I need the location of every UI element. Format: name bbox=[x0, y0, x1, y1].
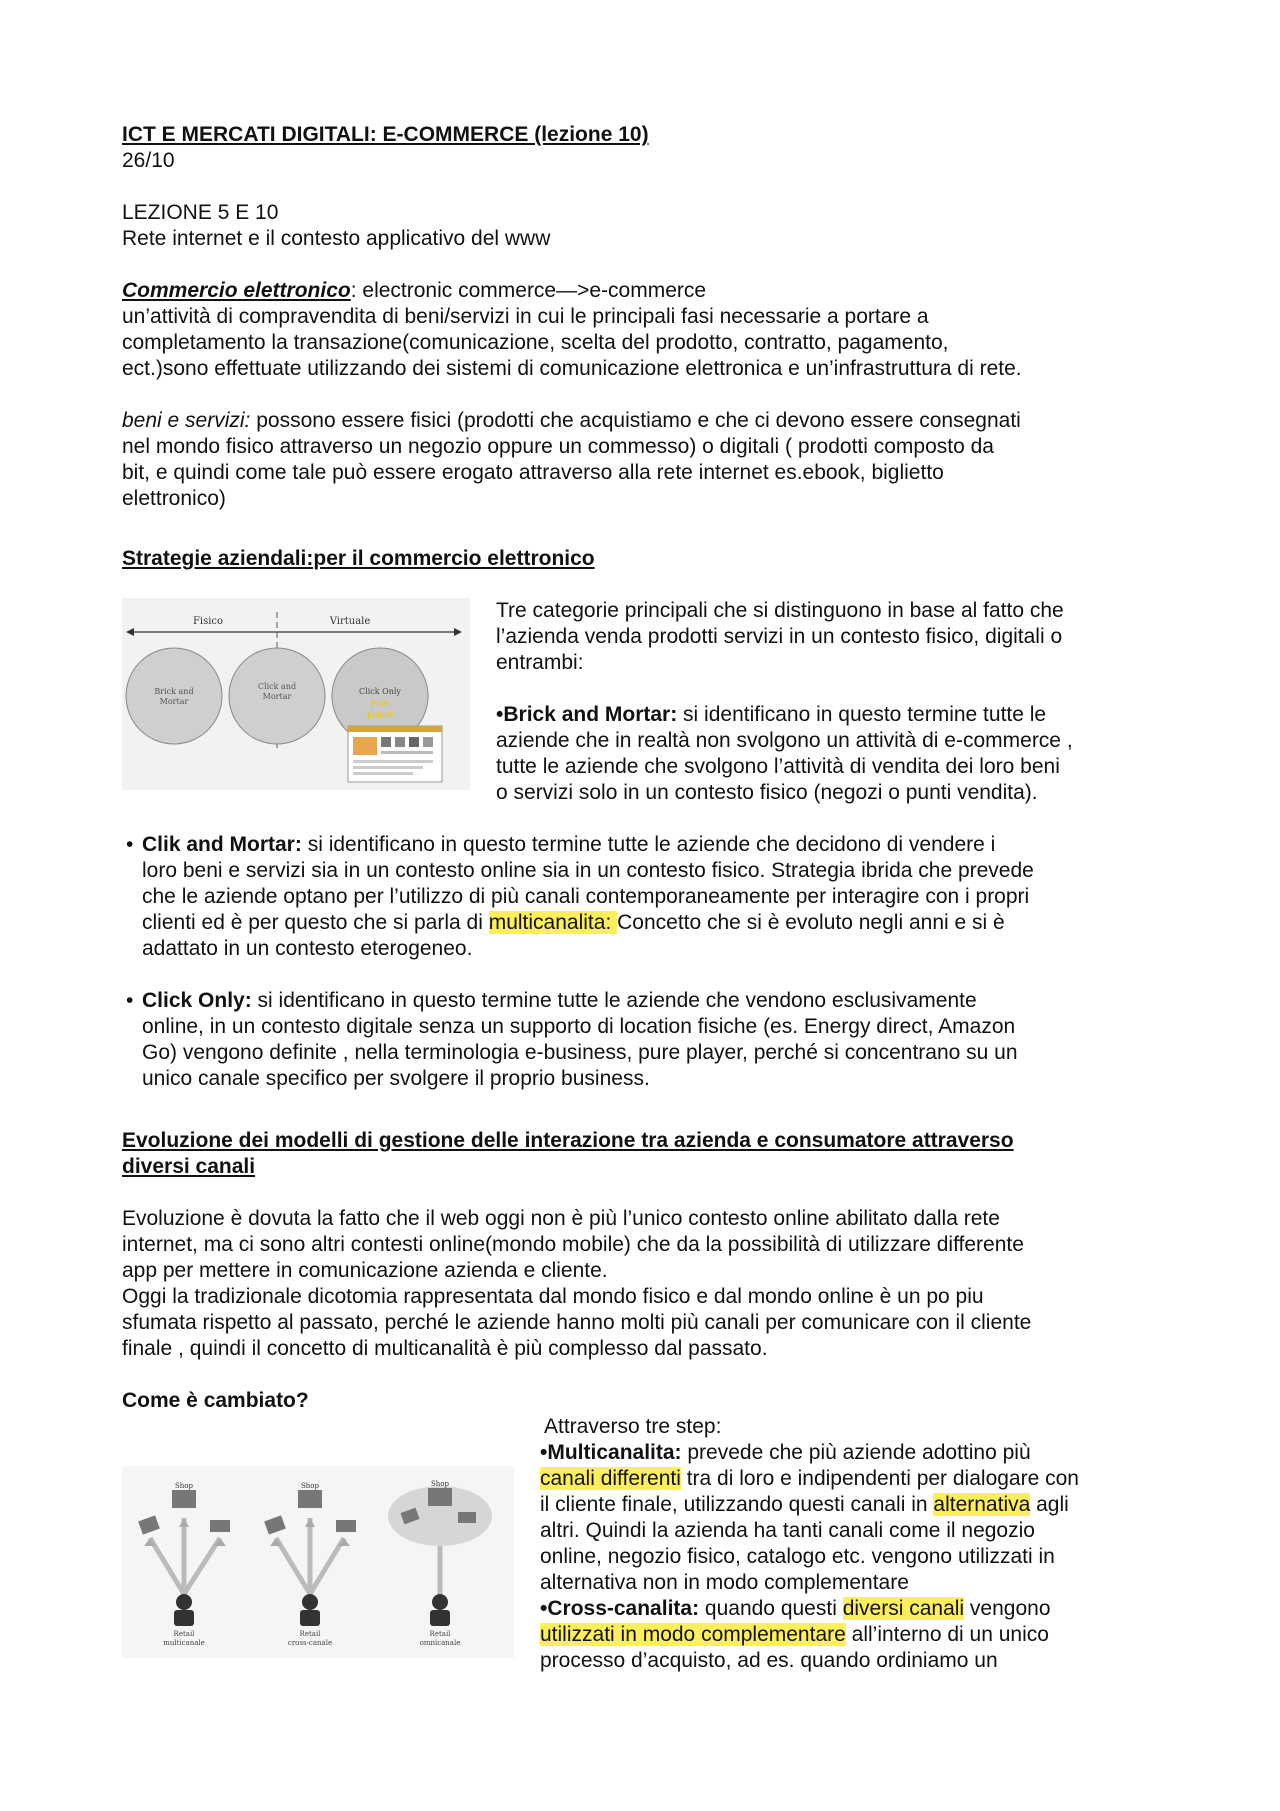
beni-line: bit, e quindi come tale può essere erogato attraverso alla rete internet es.ebook, biglietto bbox=[122, 461, 944, 484]
multicanalita-line: online, negozio fisico, catalogo etc. vengono utilizzati in bbox=[540, 1545, 1055, 1568]
multicanalita-highlight: multicanalita: bbox=[488, 911, 618, 934]
shop-label: Shop bbox=[431, 1480, 449, 1488]
retail-label: Retail bbox=[429, 1630, 451, 1638]
retail-label: Retail bbox=[299, 1630, 321, 1638]
click-only-line: Go) vengono definite , nella terminologia e-business, pure player, perché si concentrano su un bbox=[142, 1041, 1018, 1064]
evoluzione-heading-line1: Evoluzione dei modelli di gestione delle interazione tra azienda e consumatore attraverso bbox=[122, 1129, 1014, 1152]
brick-circle-label-1: Brick and bbox=[154, 687, 194, 696]
diversi-canali-highlight: diversi canali bbox=[842, 1597, 965, 1620]
fisico-label: Fisico bbox=[192, 616, 224, 627]
multicanalita-label: •Multicanalita: bbox=[540, 1441, 682, 1464]
strategie-intro-line: Tre categorie principali che si distinguono in base al fatto che bbox=[496, 599, 1064, 622]
brick-mortar-head: •Brick and Mortar: si identificano in questo termine tutte le bbox=[496, 703, 1047, 726]
strategie-intro-line: entrambi: bbox=[496, 651, 584, 674]
strategie-heading: Strategie aziendali:per il commercio elettronico bbox=[122, 547, 595, 570]
retail-type-label: omnicanale bbox=[419, 1639, 461, 1647]
crosscanalita-line: processo d’acquisto, ad es. quando ordiniamo un bbox=[540, 1649, 998, 1672]
shop-label: Shop bbox=[301, 1482, 319, 1490]
pure-label-2: player bbox=[367, 710, 393, 719]
evoluzione-line: finale , quindi il concetto di multicanalità è più complesso dal passato. bbox=[122, 1337, 768, 1360]
clickonly-circle-label: Click Only bbox=[359, 687, 401, 696]
click-circle-label-2: Mortar bbox=[262, 692, 292, 701]
multicanalita-head: •Multicanalita: prevede che più aziende adottino più bbox=[540, 1441, 1031, 1464]
click-only-line: unico canale specifico per svolgere il proprio business. bbox=[142, 1067, 650, 1090]
click-only-line: online, in un contesto digitale senza un supporto di location fisiche (es. Energy direct, Amazon bbox=[142, 1015, 1016, 1038]
alternativa-highlight: alternativa bbox=[933, 1493, 1031, 1516]
ecommerce-line: un’attività di compravendita di beni/servizi in cui le principali fasi necessarie a portare a bbox=[122, 305, 929, 328]
brick-circle-label-2: Mortar bbox=[159, 697, 189, 706]
beni-term: beni e servizi: bbox=[122, 409, 251, 432]
strategie-figure bbox=[122, 598, 470, 790]
retail-label: Retail bbox=[173, 1630, 195, 1638]
crosscanalita-label: •Cross-canalita: bbox=[540, 1597, 700, 1620]
click-only-item: • Click Only: si identificano in questo termine tutte le aziende che vendono esclusivamente online, in un contesto digitale senza un supporto di location fisiche (es. Energy direct, Amazon Go) vengono definite , nella terminologia e-business, pure player, perché si concentrano su un unico canale specifico per svolgere il proprio business. bbox=[126, 989, 1018, 1090]
ecommerce-definition-head bbox=[122, 278, 706, 304]
multicanalita-line: alternativa non in modo complementare bbox=[540, 1571, 909, 1594]
click-circle-label-1: Click and bbox=[257, 682, 297, 691]
beni-line: elettronico) bbox=[122, 487, 226, 510]
brick-label: •Brick and Mortar: bbox=[496, 703, 678, 726]
retail-channels-diagram bbox=[122, 1466, 514, 1658]
strategie-diagram bbox=[122, 598, 470, 790]
clik-label: Clik and Mortar: bbox=[142, 833, 302, 856]
bullet-dot: • bbox=[126, 833, 134, 856]
virtuale-label: Virtuale bbox=[329, 616, 371, 627]
canali-differenti-highlight: canali differenti bbox=[540, 1467, 681, 1490]
brick-line: aziende che in realtà non svolgono un attività di e-commerce , bbox=[496, 729, 1073, 752]
doc-title: ICT E MERCATI DIGITALI: E-COMMERCE (lezione 10) bbox=[122, 123, 649, 146]
brick-line: tutte le aziende che svolgono l’attività di vendita dei loro beni bbox=[496, 755, 1060, 778]
webpage-thumbnail bbox=[348, 726, 442, 782]
evoluzione-line: internet, ma ci sono altri contesti online(mondo mobile) che da la possibilità di utilizzare differente bbox=[122, 1233, 1024, 1256]
beni-paragraph-head: beni e servizi: possono essere fisici (prodotti che acquistiamo e che ci devono essere consegnati bbox=[122, 409, 1021, 432]
doc-date: 26/10 bbox=[122, 149, 175, 172]
crosscanalita-head: •Cross-canalita: quando questi diversi canali vengono bbox=[540, 1597, 1051, 1620]
document-page: ICT E MERCATI DIGITALI: E-COMMERCE (lezione 10) 26/10 LEZIONE 5 E 10 Rete internet e il contesto applicativo del www Commercio elettronico: electronic commerce—>e-commerce un’attività di compravendita di beni/servizi in cui le principali fasi necessarie a portare a completamento la transazione(comunicazione, scelta del prodotto, contratto, pagamento, ect.)sono effettuate utilizzando dei sistemi di comunicazione elettronica e un’infrastruttura di rete. beni e servizi: possono essere fisici (prodotti che acquistiamo e che ci devono essere consegnati nel mondo fisico attraverso un negozio oppure un commesso) o digitali ( prodotti composto da bit, e quindi come tale può essere erogato attraverso alla rete internet es.ebook, biglietto elettronico) Strategie aziendali:per il commercio elettronico Fisico Virtuale Brick and Mortar Click and Mortar Click Only Pure player Tre categorie principali che si distinguono in base al fatto che l’azienda venda prodotti servizi in un contesto fisico, digitali o entrambi: •Brick and Mortar: si identificano in questo termine tutte le aziende che in realtà non svolgono un attività di e-commerce , tutte le aziende che svolgono l’attività di vendita dei loro beni o servizi solo in un contesto fisico (negozi o punti vendita). • Clik and Mortar: si identificano in questo termine tutte le aziende che decidono di vendere i loro beni e servizi sia in un contesto online sia in un contesto fisico. Strategia ibrida che prevede che le aziende optano per l’utilizzo di più canali contemporaneamente per interagire con i propri clienti ed è per questo che si parla di multicanalita: Concetto che si è evoluto negli anni e si è adattato in un contesto eterogeneo. • Click Only: si identificano in questo termine tutte le aziende che vendono esclusivamente online, in un contesto digitale senza un supporto di location fisiche (es. Energy direct, Amazon Go) vengono definite , nella terminologia e-business, pure player, perché si concentrano su un unico canale specifico per svolgere il proprio business. Evoluzione dei modelli di gestione delle interazione tra azienda e consumatore attraverso diversi canali Evoluzione è dovuta la fatto che il web oggi non è più l’unico contesto online abilitato dalla rete internet, ma ci sono altri contesti online(mondo mobile) che da la possibilità di utilizzare differente app per mettere in comunicazione azienda e cliente. Oggi la tradizionale dicotomia rappresentata dal mondo fisico e dal mondo online è un po piu sfumata rispetto al passato, perché le aziende hanno molti più canali per comunicare con il cliente finale , quindi il concetto di multicanalità è più complesso dal passato. Come è cambiato? Shop Shop Shop Retail multicanale Retail cross-canale Retail omnicanale Attraverso tre step: •Multicanalita: prevede che più aziende adottino più canali differenti tra di loro e indipendenti per dialogare con il cliente finale, utilizzando questi canali in alternativa agli altri. Quindi la azienda ha tanti canali come il negozio online, negozio fisico, catalogo etc. vengono utilizzati in alternativa non in modo complementare •Cross-canalita: quando questi diversi canali vengono utilizzati in modo complementare all’interno di un unico processo d’acquisto, ad es. quando ordiniamo un bbox=[0, 0, 1280, 1811]
evoluzione-line: Evoluzione è dovuta la fatto che il web oggi non è più l’unico contesto online abilitato dalla rete bbox=[122, 1207, 1000, 1230]
ecommerce-line: completamento la transazione(comunicazione, scelta del prodotto, contratto, pagamento, bbox=[122, 331, 949, 354]
strategie-intro-line: l’azienda venda prodotti servizi in un contesto fisico, digitali o bbox=[496, 625, 1063, 648]
ecommerce-line: ect.)sono effettuate utilizzando dei sistemi di comunicazione elettronica e un’infrastruttura di rete. bbox=[122, 357, 1022, 380]
evoluzione-line: app per mettere in comunicazione azienda e cliente. bbox=[122, 1259, 608, 1282]
cambiato-heading: Come è cambiato? bbox=[122, 1389, 309, 1412]
lesson-subheading: Rete internet e il contesto applicativo del www bbox=[122, 227, 551, 250]
clik-mortar-item: • Clik and Mortar: si identificano in questo termine tutte le aziende che decidono di vendere i loro beni e servizi sia in un contesto online sia in un contesto fisico. Strategia ibrida che prevede che le aziende optano per l’utilizzo di più canali contemporaneamente per interagire con i propri clienti ed è per questo che si parla di multicanalita: Concetto che si è evoluto negli anni e si è adattato in un contesto eterogeneo. bbox=[126, 833, 1034, 960]
beni-line: nel mondo fisico attraverso un negozio oppure un commesso) o digitali ( prodotti composto da bbox=[122, 435, 994, 458]
clik-line: loro beni e servizi sia in un contesto online sia in un contesto fisico. Strategia ibrida che prevede bbox=[142, 859, 1034, 882]
multicanalita-line: altri. Quindi la azienda ha tanti canali come il negozio bbox=[540, 1519, 1035, 1542]
bullet-dot: • bbox=[126, 989, 134, 1012]
evoluzione-line: Oggi la tradizionale dicotomia rappresentata dal mondo fisico e dal mondo online è un po piu bbox=[122, 1285, 984, 1308]
brick-line: o servizi solo in un contesto fisico (negozi o punti vendita). bbox=[496, 781, 1038, 804]
clik-line: adattato in un contesto eterogeneo. bbox=[142, 937, 473, 960]
ecommerce-def-head: : electronic commerce—>e-commerce bbox=[350, 279, 707, 302]
click-only-label: Click Only: bbox=[142, 989, 252, 1012]
evoluzione-heading-line2: diversi canali bbox=[122, 1155, 256, 1178]
clik-line: che le aziende optano per l’utilizzo di più canali contemporaneamente per interagire con i propri bbox=[142, 885, 1030, 908]
evoluzione-line: sfumata rispetto al passato, perché le aziende hanno molti più canali per comunicare con il cliente bbox=[122, 1311, 1032, 1334]
lesson-heading: LEZIONE 5 E 10 bbox=[122, 201, 279, 224]
retail-type-label: cross-canale bbox=[287, 1639, 333, 1647]
retail-channels-figure bbox=[122, 1466, 514, 1658]
cambiato-intro: Attraverso tre step: bbox=[544, 1415, 722, 1438]
pure-label-1: Pure bbox=[370, 699, 390, 708]
complementare-highlight: utilizzati in modo complementare bbox=[540, 1623, 846, 1646]
shop-label: Shop bbox=[175, 1482, 193, 1490]
ecommerce-term: Commercio elettronico bbox=[122, 279, 351, 302]
retail-type-label: multicanale bbox=[163, 1639, 205, 1647]
